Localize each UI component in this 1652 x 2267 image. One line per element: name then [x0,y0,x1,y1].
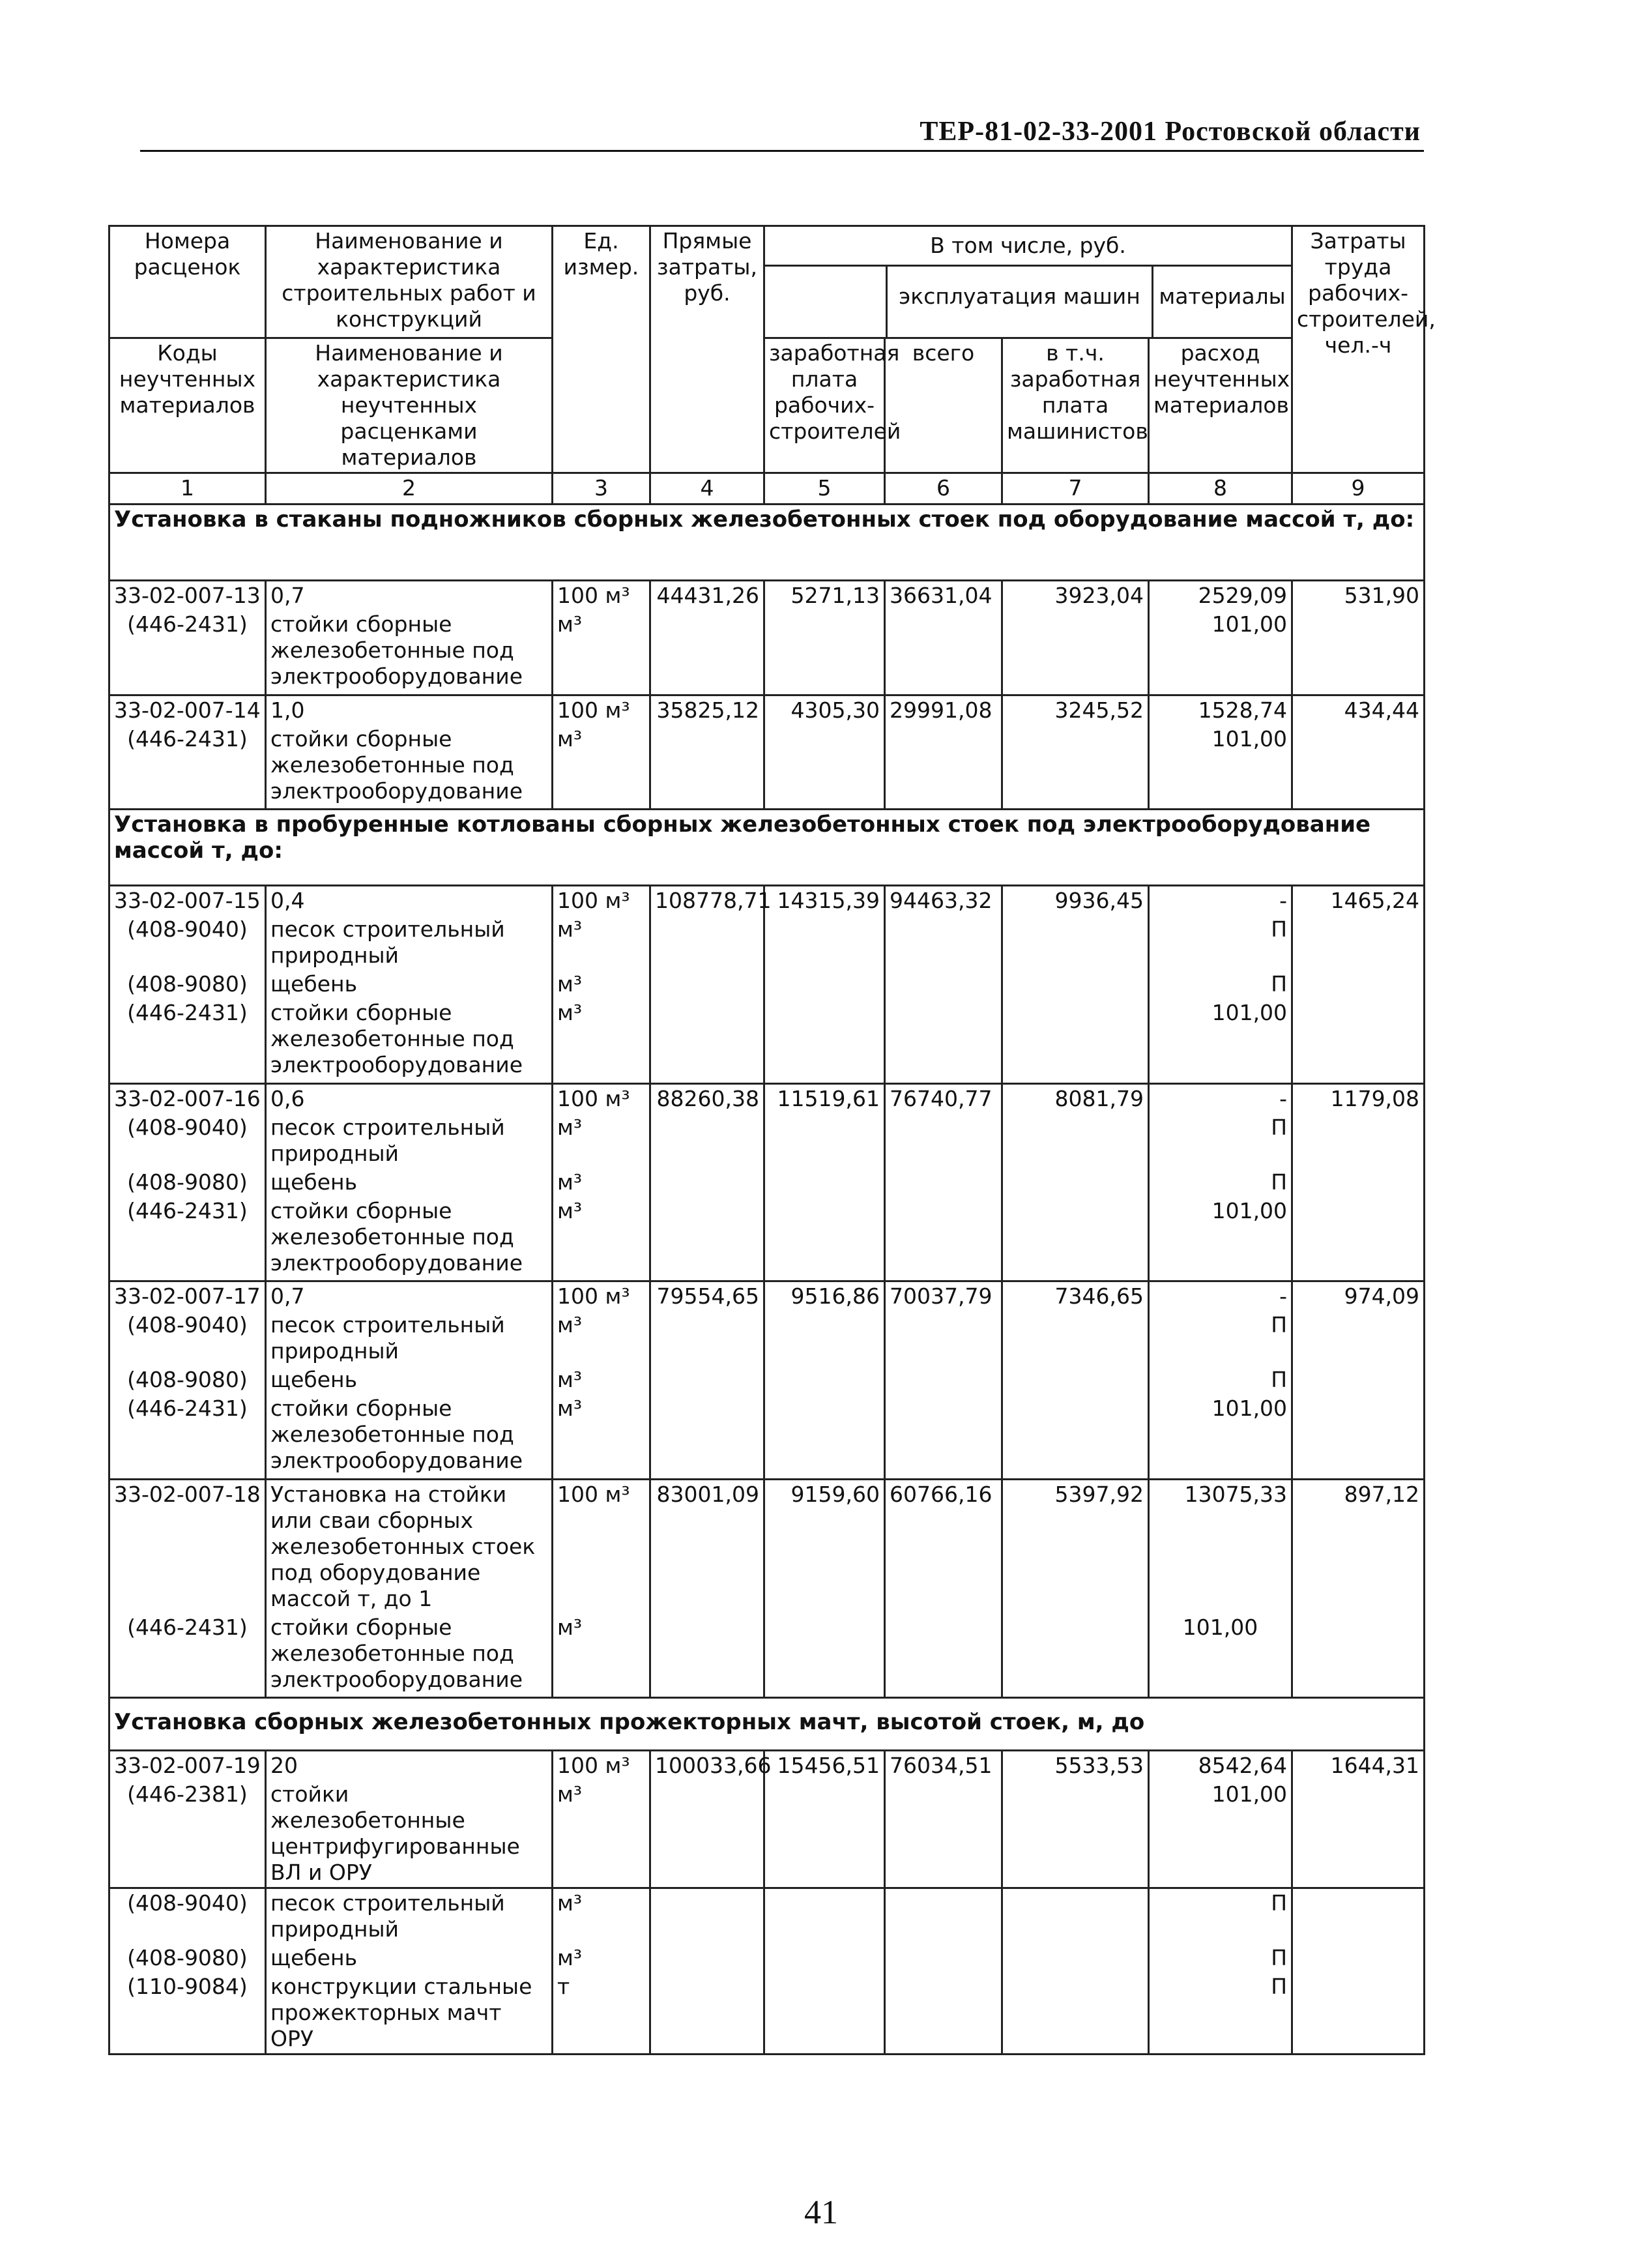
col-number: 5 [764,473,885,505]
material-code: (446-2381) [109,1780,266,1888]
material-code: (408-9080) [109,1366,266,1394]
wages: 9516,86 [764,1281,885,1311]
rate-code: 33-02-007-16 [109,1083,266,1113]
material-name: щебень [266,970,553,999]
machines-total: 29991,08 [885,695,1002,725]
machines-total: 36631,04 [885,581,1002,611]
material-code: (408-9080) [109,970,266,999]
col-header-name: Наименование и характеристика строительных работ и конструкций [266,226,553,338]
materials: 101,00 [1149,1780,1292,1888]
unit: 100 м³ [553,1281,650,1311]
rate-name: Установка на стойки или сваи сборных железобетонных стоек под оборудование массой т, до 1 [266,1479,553,1613]
material-name: стойки сборные железобетонные под электрооборудование [266,610,553,695]
materials: П [1149,1113,1292,1168]
material-code: (446-2431) [109,999,266,1083]
unit: 100 м³ [553,886,650,916]
labor: 1465,24 [1292,886,1425,916]
direct-cost: 35825,12 [650,695,764,725]
direct-cost: 88260,38 [650,1083,764,1113]
machinist-wages: 3923,04 [1002,581,1149,611]
rate-code: 33-02-007-13 [109,581,266,611]
unit: 100 м³ [553,581,650,611]
unit: м³ [553,915,650,970]
labor: 974,09 [1292,1281,1425,1311]
col-number: 2 [266,473,553,505]
wages: 15456,51 [764,1751,885,1781]
col-number: 7 [1002,473,1149,505]
materials: 101,00 [1149,1394,1292,1479]
section-title: Установка сборных железобетонных прожекторных мачт, высотой стоек, м, до [109,1698,1425,1751]
materials: П [1149,1366,1292,1394]
materials: 1528,74 [1149,695,1292,725]
page-number: 41 [804,2194,838,2231]
material-name: стойки сборные железобетонные под электрооборудование [266,1613,553,1698]
material-code: (408-9080) [109,1944,266,1972]
material-name: стойки сборные железобетонные под электрооборудование [266,1197,553,1281]
col-number: 9 [1292,473,1425,505]
rate-name: 0,4 [266,886,553,916]
material-code: (408-9040) [109,1113,266,1168]
unit: м³ [553,610,650,695]
material-name: песок строительный природный [266,915,553,970]
material-name: стойки сборные железобетонные под электрооборудование [266,1394,553,1479]
unit: м³ [553,1113,650,1168]
materials: П [1149,1168,1292,1197]
machines-total: 76034,51 [885,1751,1002,1781]
materials: 13075,33 [1149,1479,1292,1613]
materials: 101,00 [1149,1197,1292,1281]
machinist-wages: 7346,65 [1002,1281,1149,1311]
material-code: (408-9080) [109,1168,266,1197]
col-header-material-codes: Коды неучтенных материалов [109,338,266,473]
material-code: (408-9040) [109,915,266,970]
wages: 4305,30 [764,695,885,725]
rate-code: 33-02-007-17 [109,1281,266,1311]
materials: 8542,64 [1149,1751,1292,1781]
materials: 2529,09 [1149,581,1292,611]
labor: 434,44 [1292,695,1425,725]
materials: - [1149,1083,1292,1113]
material-name: щебень [266,1366,553,1394]
col-header-materials-use: расход неучтенных материалов [1149,338,1292,473]
col-header-machines: эксплуатация машин [888,267,1153,337]
unit: м³ [553,1780,650,1888]
material-name: стойки железобетонные центрифугированные ВЛ и ОРУ [266,1780,553,1888]
col-header-labor: Затраты труда рабочих-строителей, чел.-ч [1292,226,1425,473]
col-number: 3 [553,473,650,505]
unit: 100 м³ [553,695,650,725]
direct-cost: 100033,66 [650,1751,764,1781]
material-name: стойки сборные железобетонные под электрооборудование [266,725,553,810]
materials: 101,00 [1149,725,1292,810]
material-code: (446-2431) [109,725,266,810]
unit: м³ [553,1168,650,1197]
section-title: Установка в стаканы подножников сборных железобетонных стоек под оборудование массой т, до: [109,505,1425,581]
unit: м³ [553,1394,650,1479]
wages: 9159,60 [764,1479,885,1613]
machinist-wages: 8081,79 [1002,1083,1149,1113]
unit: 100 м³ [553,1479,650,1613]
direct-cost: 79554,65 [650,1281,764,1311]
machines-total: 60766,16 [885,1479,1002,1613]
wages: 5271,13 [764,581,885,611]
col-header-machines-total: всего [885,338,1002,473]
material-name: песок строительный природный [266,1311,553,1366]
col-number: 1 [109,473,266,505]
material-name: щебень [266,1168,553,1197]
rate-code: 33-02-007-19 [109,1751,266,1781]
material-code: (408-9040) [109,1888,266,1944]
unit: 100 м³ [553,1751,650,1781]
unit: м³ [553,999,650,1083]
machines-total: 94463,32 [885,886,1002,916]
direct-cost: 44431,26 [650,581,764,611]
col-header-including: В том числе, руб. [765,227,1291,267]
rate-name: 0,6 [266,1083,553,1113]
unit: м³ [553,1311,650,1366]
rate-name: 20 [266,1751,553,1781]
unit: м³ [553,725,650,810]
unit: 100 м³ [553,1083,650,1113]
direct-cost: 83001,09 [650,1479,764,1613]
rate-name: 1,0 [266,695,553,725]
col-header-materials: материалы [1159,284,1286,309]
labor: 1179,08 [1292,1083,1425,1113]
price-table [108,225,1436,2055]
machinist-wages: 5533,53 [1002,1751,1149,1781]
wages: 14315,39 [764,886,885,916]
rate-name: 0,7 [266,581,553,611]
unit: м³ [553,1197,650,1281]
direct-cost: 108778,71 [650,886,764,916]
col-header-material-name: Наименование и характеристика неучтенных расценками материалов [266,338,553,473]
unit: м³ [553,1944,650,1972]
machines-total: 76740,77 [885,1083,1002,1113]
material-name: щебень [266,1944,553,1972]
material-code: (446-2431) [109,610,266,695]
document-header-title: ТЕР-81-02-33-2001 Ростовской области [920,117,1421,147]
materials: П [1149,970,1292,999]
materials: - [1149,1281,1292,1311]
materials: П [1149,1972,1292,2055]
materials: П [1149,1944,1292,1972]
material-code: (446-2431) [109,1197,266,1281]
machines-total: 70037,79 [885,1281,1002,1311]
material-name: песок строительный природный [266,1113,553,1168]
col-header-machinist-wages: в т.ч. заработная плата машинистов [1002,338,1149,473]
material-code: (408-9040) [109,1311,266,1366]
unit: м³ [553,1888,650,1944]
col-number: 8 [1149,473,1292,505]
material-name: стойки сборные железобетонные под электрооборудование [266,999,553,1083]
materials: 101,00 [1149,610,1292,695]
material-name: конструкции стальные прожекторных мачт ОРУ [266,1972,553,2055]
material-code: (110-9084) [109,1972,266,2055]
unit: м³ [553,1613,650,1698]
labor: 1644,31 [1292,1751,1425,1781]
col-number: 4 [650,473,764,505]
col-header-unit: Ед. измер. [553,226,650,473]
unit: м³ [553,1366,650,1394]
rate-code: 33-02-007-14 [109,695,266,725]
material-name: песок строительный природный [266,1888,553,1944]
labor: 897,12 [1292,1479,1425,1613]
materials: 101,00 [1149,1613,1292,1698]
col-header-codes: Номера расценок [109,226,266,338]
wages: 11519,61 [764,1083,885,1113]
material-code: (446-2431) [109,1613,266,1698]
materials: П [1149,915,1292,970]
materials: - [1149,886,1292,916]
materials: 101,00 [1149,999,1292,1083]
col-number: 6 [885,473,1002,505]
rate-code: 33-02-007-18 [109,1479,266,1613]
labor: 531,90 [1292,581,1425,611]
machinist-wages: 5397,92 [1002,1479,1149,1613]
rate-name: 0,7 [266,1281,553,1311]
unit: м³ [553,970,650,999]
section-title: Установка в пробуренные котлованы сборных железобетонных стоек под электрооборудование массой т, до: [109,810,1425,886]
col-header-direct: Прямые затраты, руб. [650,226,764,473]
unit: т [553,1972,650,2055]
machinist-wages: 9936,45 [1002,886,1149,916]
rate-code: 33-02-007-15 [109,886,266,916]
materials: П [1149,1311,1292,1366]
materials: П [1149,1888,1292,1944]
machinist-wages: 3245,52 [1002,695,1149,725]
header-rule [140,150,1424,152]
col-header-wages: заработная плата рабочих-строителей [764,338,885,473]
material-code: (446-2431) [109,1394,266,1479]
